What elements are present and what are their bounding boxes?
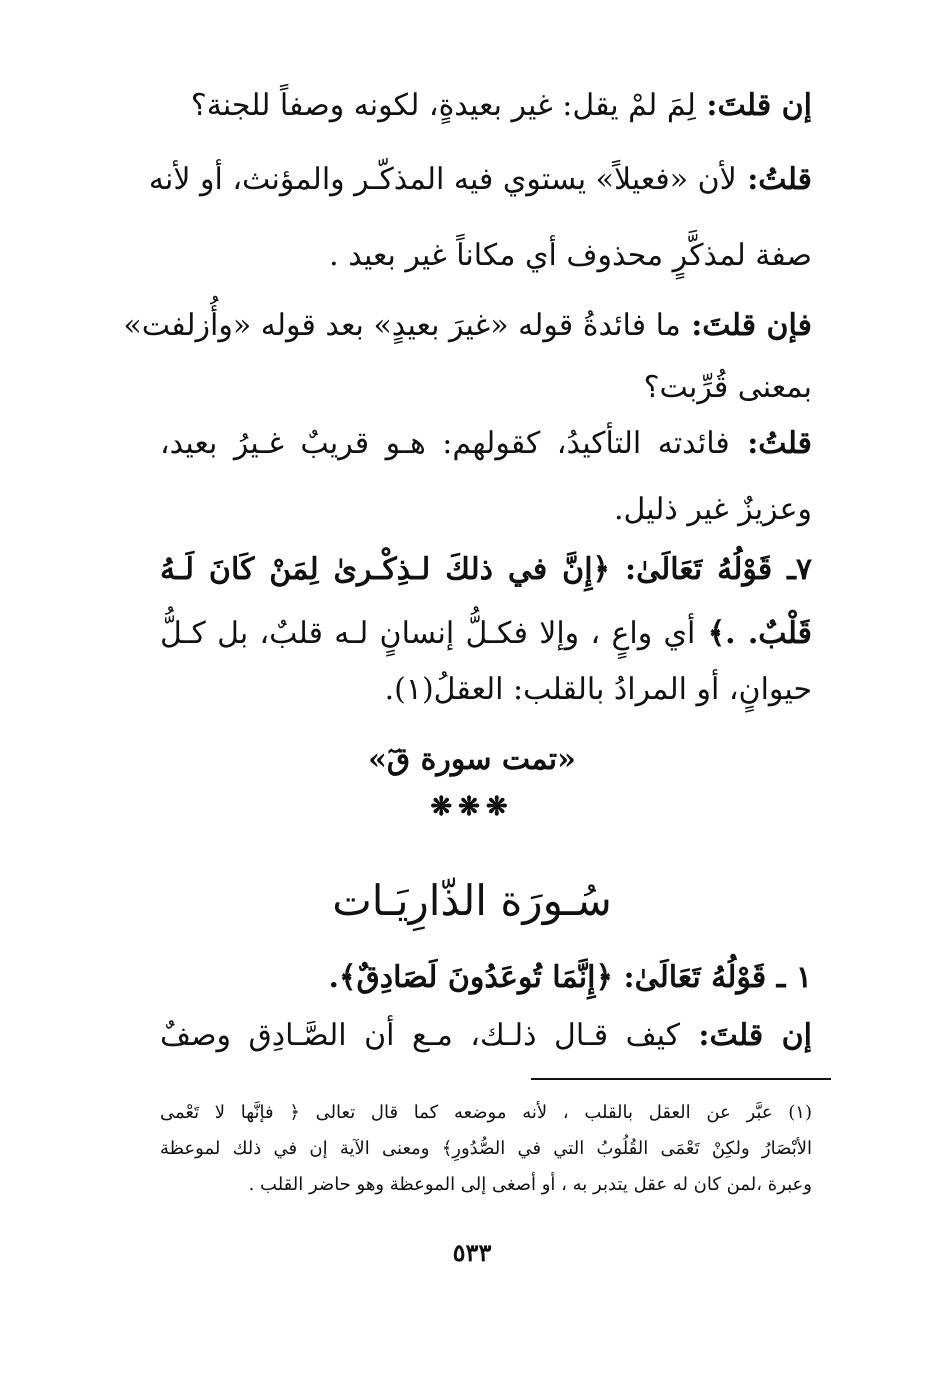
line-text: ما فائدةُ قوله «غيرَ بعيدٍ» بعد قوله «وأُزلفت» — [123, 308, 681, 343]
text-line-8 — [160, 550, 812, 590]
text-line-4 — [123, 306, 812, 346]
text-line-11 — [328, 958, 812, 998]
text-line-6 — [160, 424, 812, 464]
footnote-line-3: وعبرة ،لمن كان له عقل يتدبر به ، أو أصغى إلى الموعظة وهو حاضر القلب . — [248, 1174, 812, 1195]
quran-verse: ﴿إِنَّ في ذلكَ لـذِكْـرىٰ لِمَنْ كَانَ لَـهُ — [160, 552, 611, 587]
line-text: وعزيزٌ غير ذليل. — [613, 492, 812, 527]
text-line-7 — [614, 490, 812, 530]
text-line-5 — [644, 368, 812, 408]
verse-heading: ٧ـ قَوْلُهُ تَعَالَىٰ: — [610, 552, 812, 587]
section-separator: ❋❋❋ — [430, 792, 514, 822]
line-text: كيف قـال ذلـك، مـع أن الصَّـادِق وصفٌ — [160, 1018, 680, 1053]
answer-marker: قلتُ: — [736, 162, 812, 197]
page-number: ٥٣٣ — [452, 1238, 492, 1267]
text-line-9 — [160, 614, 812, 654]
footnote-line-2: الأبْصَارُ ولكِنْ تَعْمَى القُلُوبُ التي في الصُّدُورِ﴾ ومعنى الآية إن في ذلك لموعظة — [160, 1138, 812, 1159]
footnote-line-1: (١) عبَّر عن العقل بالقلب ، لأنه موضعه كما قال تعالى ﴿ فإنَّها لا تَعْمى — [160, 1102, 812, 1123]
text-line-2 — [148, 160, 812, 200]
question-marker: إن قلتَ: — [680, 1018, 812, 1053]
line-text: لأن «فعيلاً» يستوي فيه المذكّـر والمؤنث، أو لأنه — [148, 162, 737, 197]
surah-title: سُـورَة الذّارِيَـات — [332, 876, 612, 925]
line-text: أي واعٍ ، وإلا فكـلُّ إنسانٍ لـه قلبٌ، بل كـلُّ — [160, 616, 696, 651]
quran-verse: قَلْبٌ. .﴾ — [695, 616, 812, 651]
line-text: صفة لمذكَّرٍ محذوف أي مكاناً غير بعيد . — [329, 238, 812, 273]
answer-marker: قلتُ: — [729, 426, 812, 461]
line-text: حيوانٍ، أو المرادُ بالقلب: العقلُ(١). — [384, 672, 812, 707]
quran-verse: ﴿إِنَّمَا تُوعَدُونَ لَصَادِقٌ﴾. — [328, 960, 614, 995]
line-text: لِمَ لمْ يقل: غير بعيدةٍ، لكونه وصفاً للجنة؟ — [190, 88, 696, 123]
footnote-divider — [531, 1078, 831, 1080]
verse-heading: ١ ـ قَوْلُهُ تَعَالَىٰ: — [613, 960, 812, 995]
text-line-1 — [191, 86, 812, 126]
text-line-3 — [329, 236, 812, 276]
text-line-10 — [385, 670, 812, 710]
text-line-12 — [160, 1016, 812, 1056]
surah-closing: «تمت سورة قٓ» — [368, 742, 576, 777]
question-marker: فإن قلتَ: — [680, 308, 812, 343]
line-text: بمعنى قُرِّبت؟ — [643, 370, 812, 405]
line-text: فائدته التأكيدُ، كقولهم: هـو قريبٌ غـيرُ بعيد، — [160, 426, 730, 461]
question-marker: إن قلتَ: — [695, 88, 812, 123]
